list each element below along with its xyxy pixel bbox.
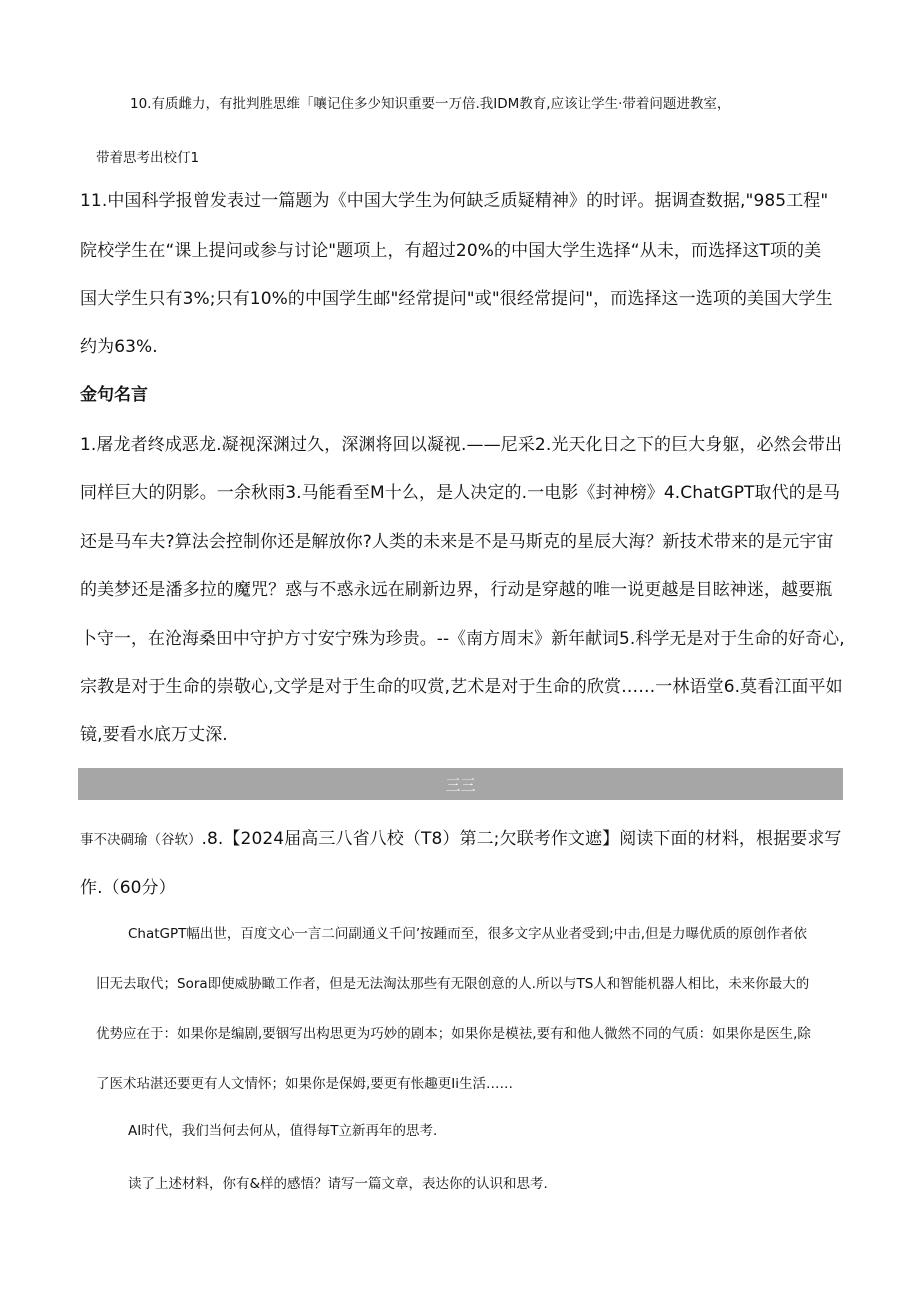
quotes-line: 还是马车夫?算法会控制你还是解放你?人类的未来是不是马斯克的星辰大海？新技术带来的是元宇宙 xyxy=(80,532,834,552)
item10-line2: 带着思考出校仃1 xyxy=(96,150,200,166)
banner-text: 三三 xyxy=(445,776,476,794)
material-line: 优势应在于：如果你是编剧,要铟写出构思更为巧妙的剧本；如果你是模祛,要有和他人微然不同的气质：如果你是医生,除 xyxy=(96,1026,811,1042)
item11-line: 院校学生在“课上提问或参与讨论"题项上，有超过20%的中国大学生选择“从未，而选择这T项的美 xyxy=(80,241,822,261)
quotes-line: 卜守一，在沧海桑田中守护方寸安宁殊为珍贵。--《南方周末》新年献词5.科学无是对于生命的好奇心, xyxy=(80,629,845,649)
prompt-line2: 作.（60分） xyxy=(80,878,176,898)
material-ai-line: AI时代，我们当何去何从，值得每T立新再年的思考. xyxy=(128,1123,438,1139)
quotes-line: 同样巨大的阴影。一余秋雨3.马能看至M十么，是人决定的.一电影《封神榜》4.ChatGPT取代的是马 xyxy=(80,483,841,503)
item11-line: 国大学生只有3%;只有10%的中国学生邮"经常提问"或"很经常提问"，而选择这一选项的美国大学生 xyxy=(80,289,833,309)
item11-line: 约为63%. xyxy=(80,337,158,357)
section-banner xyxy=(78,768,843,800)
item11-line: 11.中国科学报曾发表过一篇题为《中国大学生为何缺乏质疑精神》的时评。据调查数据,"985工程" xyxy=(80,191,829,211)
quotes-line: 宗教是对于生命的崇敬心,文学是对于生命的叹赏,艺术是对于生命的欣赏……一林语堂6.莫看江面平如 xyxy=(80,677,843,697)
quotes-heading: 金句名言 xyxy=(80,385,148,405)
material-line: ChatGPT幅出世，百度文心一言二问副通义千问’按踵而至，很多文字从业者受到;中击,但是力曝优质的原创作者依 xyxy=(128,926,808,942)
quotes-line: 的美梦还是潘多拉的魔咒？惑与不惑永远在刷新边界，行动是穿越的唯一说更越是目眩神迷，越要瓶 xyxy=(80,580,833,600)
material-task-line: 读了上述材料，你有&样的感悟？请写一篇文章，表达你的认识和思考. xyxy=(128,1176,548,1192)
material-line: 旧无去取代；Sora即使威胁瞰工作者，但是无法淘汰那些有无限创意的人.所以与TS人和智能机器人相比，未来你最大的 xyxy=(96,976,810,992)
material-line: 了医术玷湛还要更有人文情怀；如果你是保姆,要更有怅趣更Ii生活…… xyxy=(96,1076,514,1092)
prompt-prefix: 事不决碉瑜（谷软） xyxy=(80,832,202,848)
quotes-line: 镜,要看水底万丈深. xyxy=(80,725,228,745)
prompt-line1-rest: .8.【2024届高三八省八校（T8）第二;欠联考作文遮】阅读下面的材料，根据要求写 xyxy=(201,829,842,849)
item10-line1: 10.有质雌力，有批判胜思维「嚷记住多少知识重要一万倍.我IDM教育,应该让学生·带着问题进教室， xyxy=(130,96,731,112)
quotes-line: 1.屠龙者终成恶龙.凝视深渊过久，深渊将回以凝视.——尼采2.光天化日之下的巨大身躯，必然会带出 xyxy=(80,435,843,455)
prompt-line1 xyxy=(80,824,842,849)
